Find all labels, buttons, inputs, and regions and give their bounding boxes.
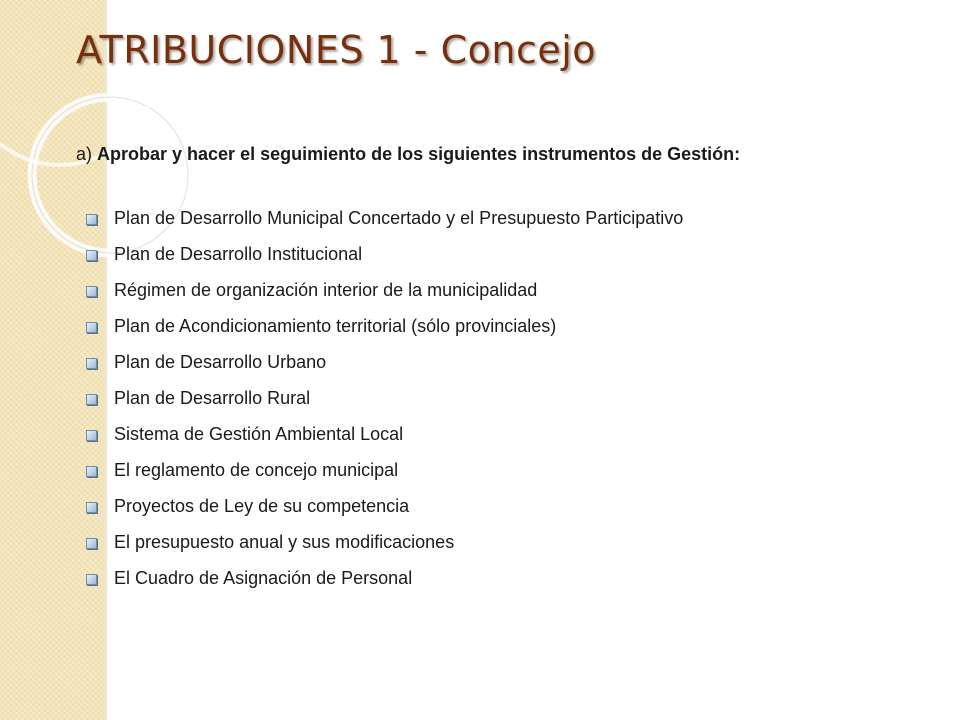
hollow-square-bullet-icon <box>86 358 97 369</box>
list-item <box>80 278 780 302</box>
list-item-text: Proyectos de Ley de su competencia <box>114 496 410 516</box>
list-item-text: El reglamento de concejo municipal <box>114 460 399 480</box>
list-item <box>80 350 780 374</box>
hollow-square-bullet-icon <box>86 250 97 261</box>
hollow-square-bullet-icon <box>86 466 97 477</box>
hollow-square-bullet-icon <box>86 574 97 585</box>
list-item-text: El presupuesto anual y sus modificaciones <box>114 532 455 552</box>
list-item-text: Régimen de organización interior de la municipalidad <box>114 280 538 300</box>
intro-bold-text: Aprobar y hacer el seguimiento de los siguientes instrumentos de Gestión: <box>97 144 741 164</box>
hollow-square-bullet-icon <box>86 214 97 225</box>
list-item <box>80 422 780 446</box>
list-item <box>80 566 780 590</box>
list-item <box>80 494 780 518</box>
hollow-square-bullet-icon <box>86 286 97 297</box>
hollow-square-bullet-icon <box>86 502 97 513</box>
slide-title: ATRIBUCIONES 1 - Concejo <box>76 28 597 72</box>
list-item-text: Plan de Acondicionamiento territorial (sólo provinciales) <box>114 316 557 336</box>
list-item <box>80 206 780 230</box>
list-item <box>80 386 780 410</box>
hollow-square-bullet-icon <box>86 322 97 333</box>
hollow-square-bullet-icon <box>86 430 97 441</box>
intro-prefix: a) <box>76 144 98 164</box>
list-item-text: El Cuadro de Asignación de Personal <box>114 568 413 588</box>
hollow-square-bullet-icon <box>86 538 97 549</box>
list-item-text: Plan de Desarrollo Rural <box>114 388 311 408</box>
intro-paragraph <box>76 142 856 166</box>
list-item-text: Plan de Desarrollo Institucional <box>114 244 363 264</box>
list-item <box>80 242 780 266</box>
list-item <box>80 458 780 482</box>
instrument-list <box>80 206 780 590</box>
list-item <box>80 314 780 338</box>
list-item-text: Plan de Desarrollo Municipal Concertado y el Presupuesto Participativo <box>114 208 684 228</box>
hollow-square-bullet-icon <box>86 394 97 405</box>
list-item-text: Plan de Desarrollo Urbano <box>114 352 327 372</box>
list-item <box>80 530 780 554</box>
list-item-text: Sistema de Gestión Ambiental Local <box>114 424 404 444</box>
